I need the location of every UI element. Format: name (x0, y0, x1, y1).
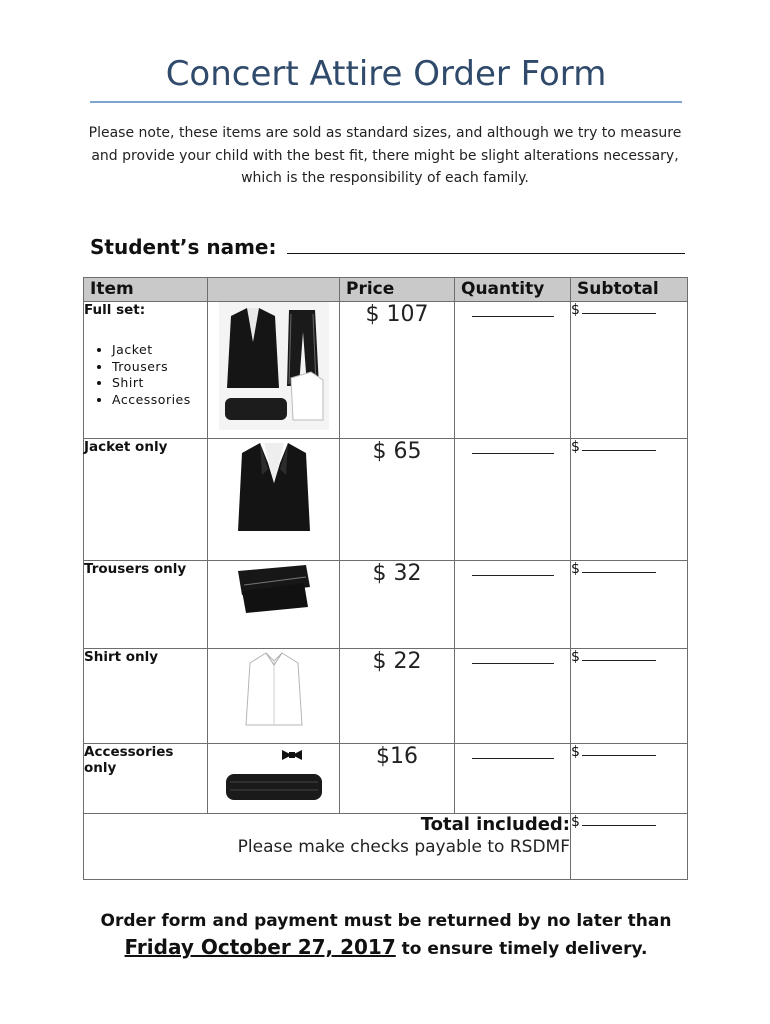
quantity-blank[interactable] (472, 657, 554, 664)
header-item: Item (84, 278, 208, 302)
currency-symbol: $ (571, 649, 580, 665)
item-cell (84, 649, 208, 744)
student-name-field[interactable] (90, 235, 685, 259)
sizing-note: Please note, these items are sold as standard sizes, and although we try to measure and provide your child with the best fit, there might be slight alterations necessary, which is the responsibility of each family. (88, 125, 682, 186)
subtotal-cell[interactable] (571, 561, 688, 649)
total-blank[interactable] (582, 819, 656, 826)
item-cell (84, 744, 208, 814)
table-header-row (84, 278, 688, 302)
price-cell: $ 22 (340, 649, 455, 744)
quantity-blank[interactable] (472, 447, 554, 454)
subtotal-cell[interactable] (571, 744, 688, 814)
quantity-blank[interactable] (472, 569, 554, 576)
deadline-line-1: Order form and payment must be returned by no later than (100, 911, 672, 931)
subtotal-cell[interactable] (571, 439, 688, 561)
item-name: Trousers only (84, 561, 187, 577)
header-subtotal: Subtotal (571, 278, 688, 302)
deadline-date: Friday October 27, 2017 (124, 935, 396, 959)
jacket-image (208, 439, 340, 561)
quantity-cell[interactable] (455, 302, 571, 439)
quantity-cell[interactable] (455, 439, 571, 561)
header-price: Price (340, 278, 455, 302)
price-cell: $ 65 (340, 439, 455, 561)
item-cell (84, 561, 208, 649)
price-cell: $ 32 (340, 561, 455, 649)
quantity-blank[interactable] (472, 752, 554, 759)
full-set-image-graphic (219, 302, 329, 430)
currency-symbol: $ (571, 302, 580, 318)
subtotal-cell[interactable] (571, 302, 688, 439)
return-deadline (80, 911, 692, 959)
item-name: Shirt only (84, 649, 159, 665)
item-name: Jacket only (84, 439, 168, 455)
order-table (83, 277, 688, 880)
total-label: Total included: (420, 814, 570, 835)
trousers-image (208, 561, 340, 649)
currency-symbol: $ (571, 814, 580, 830)
list-item: • Accessories (112, 392, 207, 409)
table-row (84, 561, 688, 649)
table-row (84, 744, 688, 814)
page-title: Concert Attire Order Form (165, 54, 607, 94)
quantity-blank[interactable] (472, 310, 554, 317)
currency-symbol: $ (571, 439, 580, 455)
price-cell: $16 (340, 744, 455, 814)
full-set-image (208, 302, 340, 439)
quantity-cell[interactable] (455, 744, 571, 814)
header-image (208, 278, 340, 302)
total-label-cell (84, 814, 571, 880)
deadline-line-2 (80, 935, 692, 959)
deadline-rest: to ensure timely delivery. (395, 939, 648, 959)
item-cell (84, 439, 208, 561)
subtotal-blank[interactable] (582, 749, 656, 756)
total-row (84, 814, 688, 880)
shirt-image (208, 649, 340, 744)
currency-symbol: $ (571, 744, 580, 760)
subtotal-cell[interactable] (571, 649, 688, 744)
table-row (84, 439, 688, 561)
jacket-image-graphic (234, 439, 314, 535)
accessories-image-graphic (224, 744, 324, 804)
item-name: Accessories only (84, 744, 174, 776)
quantity-cell[interactable] (455, 561, 571, 649)
student-name-label: Student’s name: (90, 235, 277, 259)
title-divider (90, 101, 682, 103)
quantity-cell[interactable] (455, 649, 571, 744)
student-name-blank[interactable] (287, 239, 685, 254)
full-set-contents (84, 342, 207, 408)
subtotal-blank[interactable] (582, 566, 656, 573)
payable-note: Please make checks payable to RSDMF (237, 837, 570, 857)
list-item: • Shirt (112, 375, 207, 392)
total-subtotal-cell[interactable] (571, 814, 688, 880)
item-name: Full set: (84, 302, 146, 318)
header-quantity: Quantity (455, 278, 571, 302)
currency-symbol: $ (571, 561, 580, 577)
item-cell (84, 302, 208, 439)
list-item: • Trousers (112, 359, 207, 376)
shirt-image-graphic (244, 649, 304, 729)
table-row (84, 302, 688, 439)
subtotal-blank[interactable] (582, 654, 656, 661)
price-cell: $ 107 (340, 302, 455, 439)
list-item: • Jacket (112, 342, 207, 359)
accessories-image (208, 744, 340, 814)
subtotal-blank[interactable] (582, 307, 656, 314)
trousers-image-graphic (234, 561, 314, 615)
table-row (84, 649, 688, 744)
subtotal-blank[interactable] (582, 444, 656, 451)
